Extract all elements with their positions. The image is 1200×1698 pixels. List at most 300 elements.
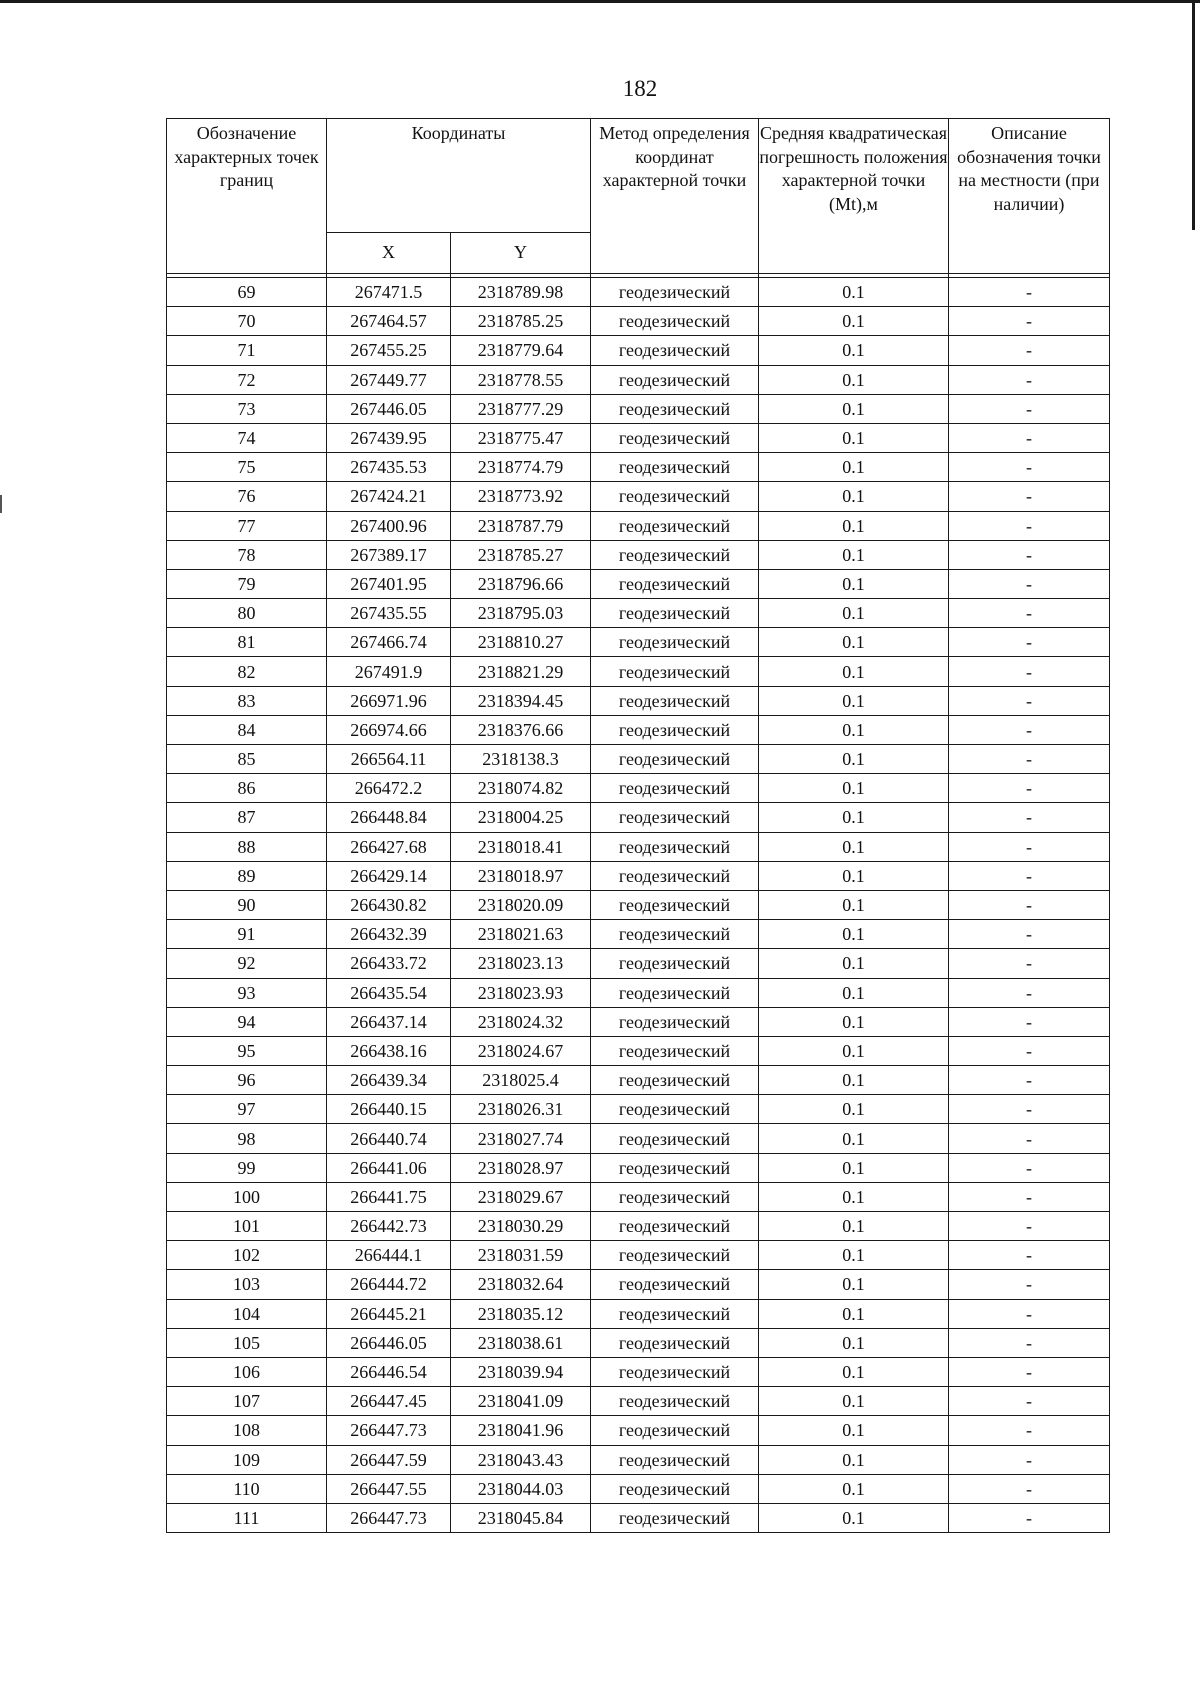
cell-method: геодезический xyxy=(591,1095,759,1124)
cell-description: - xyxy=(949,1212,1110,1241)
cell-method: геодезический xyxy=(591,978,759,1007)
table-row xyxy=(167,540,1110,569)
table-row xyxy=(167,1036,1110,1065)
cell-method: геодезический xyxy=(591,1270,759,1299)
cell-description: - xyxy=(949,1182,1110,1211)
cell-y: 2318074.82 xyxy=(451,774,591,803)
cell-description: - xyxy=(949,920,1110,949)
cell-method: геодезический xyxy=(591,949,759,978)
cell-method: геодезический xyxy=(591,1212,759,1241)
cell-point: 72 xyxy=(167,365,327,394)
table-row xyxy=(167,1357,1110,1386)
cell-x: 267401.95 xyxy=(327,569,451,598)
cell-error: 0.1 xyxy=(759,1095,949,1124)
cell-point: 80 xyxy=(167,599,327,628)
cell-y: 2318024.67 xyxy=(451,1036,591,1065)
cell-y: 2318785.27 xyxy=(451,540,591,569)
cell-error: 0.1 xyxy=(759,657,949,686)
cell-description: - xyxy=(949,1328,1110,1357)
cell-method: геодезический xyxy=(591,715,759,744)
cell-error: 0.1 xyxy=(759,628,949,657)
header-description: Описание обозначения точки на местности (при наличии) xyxy=(949,119,1110,274)
cell-description: - xyxy=(949,1445,1110,1474)
cell-x: 267435.53 xyxy=(327,453,451,482)
cell-method: геодезический xyxy=(591,1387,759,1416)
cell-point: 108 xyxy=(167,1416,327,1445)
cell-description: - xyxy=(949,599,1110,628)
cell-y: 2318045.84 xyxy=(451,1503,591,1532)
cell-point: 88 xyxy=(167,832,327,861)
cell-method: геодезический xyxy=(591,394,759,423)
cell-point: 84 xyxy=(167,715,327,744)
cell-error: 0.1 xyxy=(759,365,949,394)
table-row xyxy=(167,1182,1110,1211)
table-row xyxy=(167,365,1110,394)
cell-y: 2318023.13 xyxy=(451,949,591,978)
cell-description: - xyxy=(949,278,1110,307)
table-row xyxy=(167,1445,1110,1474)
cell-description: - xyxy=(949,423,1110,452)
table-row xyxy=(167,1095,1110,1124)
cell-method: геодезический xyxy=(591,1445,759,1474)
table-row xyxy=(167,453,1110,482)
cell-method: геодезический xyxy=(591,745,759,774)
cell-x: 267464.57 xyxy=(327,307,451,336)
scan-edge-top xyxy=(0,0,1200,3)
cell-point: 76 xyxy=(167,482,327,511)
cell-description: - xyxy=(949,569,1110,598)
cell-y: 2318032.64 xyxy=(451,1270,591,1299)
cell-y: 2318030.29 xyxy=(451,1212,591,1241)
table-row xyxy=(167,1153,1110,1182)
cell-y: 2318031.59 xyxy=(451,1241,591,1270)
table-row xyxy=(167,1299,1110,1328)
cell-description: - xyxy=(949,745,1110,774)
scan-edge-mark xyxy=(0,495,2,513)
cell-description: - xyxy=(949,1124,1110,1153)
table-row xyxy=(167,511,1110,540)
cell-description: - xyxy=(949,832,1110,861)
cell-y: 2318027.74 xyxy=(451,1124,591,1153)
cell-x: 266447.55 xyxy=(327,1474,451,1503)
cell-description: - xyxy=(949,628,1110,657)
cell-point: 102 xyxy=(167,1241,327,1270)
cell-x: 267435.55 xyxy=(327,599,451,628)
table-row xyxy=(167,1474,1110,1503)
cell-method: геодезический xyxy=(591,307,759,336)
cell-y: 2318775.47 xyxy=(451,423,591,452)
cell-method: геодезический xyxy=(591,453,759,482)
cell-point: 94 xyxy=(167,1007,327,1036)
cell-x: 267491.9 xyxy=(327,657,451,686)
cell-y: 2318785.25 xyxy=(451,307,591,336)
cell-y: 2318821.29 xyxy=(451,657,591,686)
cell-y: 2318795.03 xyxy=(451,599,591,628)
table-row xyxy=(167,774,1110,803)
cell-x: 267471.5 xyxy=(327,278,451,307)
cell-point: 104 xyxy=(167,1299,327,1328)
cell-method: геодезический xyxy=(591,1153,759,1182)
cell-x: 266440.15 xyxy=(327,1095,451,1124)
cell-description: - xyxy=(949,1007,1110,1036)
table-row xyxy=(167,803,1110,832)
cell-x: 267446.05 xyxy=(327,394,451,423)
table-row xyxy=(167,920,1110,949)
cell-y: 2318029.67 xyxy=(451,1182,591,1211)
cell-point: 97 xyxy=(167,1095,327,1124)
cell-x: 266448.84 xyxy=(327,803,451,832)
cell-y: 2318035.12 xyxy=(451,1299,591,1328)
cell-description: - xyxy=(949,336,1110,365)
table-row xyxy=(167,336,1110,365)
cell-description: - xyxy=(949,657,1110,686)
cell-error: 0.1 xyxy=(759,482,949,511)
cell-description: - xyxy=(949,1241,1110,1270)
cell-method: геодезический xyxy=(591,423,759,452)
cell-point: 92 xyxy=(167,949,327,978)
cell-description: - xyxy=(949,949,1110,978)
cell-description: - xyxy=(949,1416,1110,1445)
cell-description: - xyxy=(949,482,1110,511)
cell-y: 2318778.55 xyxy=(451,365,591,394)
table-row xyxy=(167,1124,1110,1153)
cell-method: геодезический xyxy=(591,278,759,307)
cell-point: 83 xyxy=(167,686,327,715)
table-row xyxy=(167,1328,1110,1357)
cell-y: 2318028.97 xyxy=(451,1153,591,1182)
cell-y: 2318025.4 xyxy=(451,1066,591,1095)
table-row xyxy=(167,1066,1110,1095)
cell-y: 2318789.98 xyxy=(451,278,591,307)
table-row xyxy=(167,1007,1110,1036)
cell-y: 2318773.92 xyxy=(451,482,591,511)
cell-error: 0.1 xyxy=(759,1212,949,1241)
cell-point: 99 xyxy=(167,1153,327,1182)
cell-method: геодезический xyxy=(591,511,759,540)
table-row xyxy=(167,686,1110,715)
cell-method: геодезический xyxy=(591,861,759,890)
cell-point: 89 xyxy=(167,861,327,890)
cell-x: 266440.74 xyxy=(327,1124,451,1153)
cell-error: 0.1 xyxy=(759,569,949,598)
cell-error: 0.1 xyxy=(759,1416,949,1445)
cell-method: геодезический xyxy=(591,628,759,657)
cell-x: 266429.14 xyxy=(327,861,451,890)
cell-error: 0.1 xyxy=(759,1328,949,1357)
table-row xyxy=(167,307,1110,336)
cell-method: геодезический xyxy=(591,1416,759,1445)
cell-y: 2318021.63 xyxy=(451,920,591,949)
cell-method: геодезический xyxy=(591,890,759,919)
cell-x: 267455.25 xyxy=(327,336,451,365)
cell-y: 2318018.41 xyxy=(451,832,591,861)
cell-error: 0.1 xyxy=(759,394,949,423)
cell-error: 0.1 xyxy=(759,1182,949,1211)
cell-y: 2318787.79 xyxy=(451,511,591,540)
cell-error: 0.1 xyxy=(759,861,949,890)
cell-x: 266435.54 xyxy=(327,978,451,1007)
cell-description: - xyxy=(949,1299,1110,1328)
cell-description: - xyxy=(949,1036,1110,1065)
cell-x: 266447.73 xyxy=(327,1416,451,1445)
cell-description: - xyxy=(949,1066,1110,1095)
cell-method: геодезический xyxy=(591,540,759,569)
table-row xyxy=(167,657,1110,686)
cell-method: геодезический xyxy=(591,336,759,365)
cell-description: - xyxy=(949,453,1110,482)
table-row xyxy=(167,745,1110,774)
table-row xyxy=(167,832,1110,861)
cell-y: 2318020.09 xyxy=(451,890,591,919)
table-row xyxy=(167,394,1110,423)
cell-description: - xyxy=(949,1095,1110,1124)
cell-description: - xyxy=(949,1153,1110,1182)
cell-error: 0.1 xyxy=(759,978,949,1007)
table-row xyxy=(167,890,1110,919)
cell-error: 0.1 xyxy=(759,1357,949,1386)
cell-description: - xyxy=(949,1474,1110,1503)
cell-x: 266432.39 xyxy=(327,920,451,949)
table-row xyxy=(167,1503,1110,1532)
cell-error: 0.1 xyxy=(759,803,949,832)
cell-point: 109 xyxy=(167,1445,327,1474)
cell-point: 79 xyxy=(167,569,327,598)
cell-point: 96 xyxy=(167,1066,327,1095)
header-x: X xyxy=(327,233,451,274)
cell-point: 91 xyxy=(167,920,327,949)
table-row xyxy=(167,599,1110,628)
cell-point: 105 xyxy=(167,1328,327,1357)
cell-x: 266427.68 xyxy=(327,832,451,861)
table-row xyxy=(167,861,1110,890)
header-coordinates: Координаты xyxy=(327,119,591,233)
cell-description: - xyxy=(949,774,1110,803)
cell-method: геодезический xyxy=(591,1241,759,1270)
cell-point: 98 xyxy=(167,1124,327,1153)
cell-method: геодезический xyxy=(591,657,759,686)
table-row xyxy=(167,1387,1110,1416)
cell-description: - xyxy=(949,1503,1110,1532)
cell-y: 2318004.25 xyxy=(451,803,591,832)
cell-y: 2318138.3 xyxy=(451,745,591,774)
cell-method: геодезический xyxy=(591,1124,759,1153)
cell-y: 2318777.29 xyxy=(451,394,591,423)
cell-x: 266441.06 xyxy=(327,1153,451,1182)
cell-error: 0.1 xyxy=(759,540,949,569)
cell-x: 266447.59 xyxy=(327,1445,451,1474)
cell-y: 2318779.64 xyxy=(451,336,591,365)
cell-point: 110 xyxy=(167,1474,327,1503)
cell-point: 106 xyxy=(167,1357,327,1386)
cell-method: геодезический xyxy=(591,1007,759,1036)
table-row xyxy=(167,569,1110,598)
cell-x: 267389.17 xyxy=(327,540,451,569)
cell-x: 266971.96 xyxy=(327,686,451,715)
cell-x: 267439.95 xyxy=(327,423,451,452)
cell-description: - xyxy=(949,890,1110,919)
cell-x: 266974.66 xyxy=(327,715,451,744)
page-number: 182 xyxy=(622,76,658,101)
cell-description: - xyxy=(949,540,1110,569)
cell-method: геодезический xyxy=(591,920,759,949)
cell-error: 0.1 xyxy=(759,1387,949,1416)
cell-y: 2318376.66 xyxy=(451,715,591,744)
cell-error: 0.1 xyxy=(759,1270,949,1299)
cell-point: 70 xyxy=(167,307,327,336)
cell-error: 0.1 xyxy=(759,1124,949,1153)
cell-error: 0.1 xyxy=(759,511,949,540)
cell-x: 266444.72 xyxy=(327,1270,451,1299)
cell-error: 0.1 xyxy=(759,715,949,744)
cell-error: 0.1 xyxy=(759,890,949,919)
cell-point: 103 xyxy=(167,1270,327,1299)
cell-error: 0.1 xyxy=(759,774,949,803)
cell-error: 0.1 xyxy=(759,1241,949,1270)
cell-x: 266441.75 xyxy=(327,1182,451,1211)
cell-description: - xyxy=(949,861,1110,890)
cell-error: 0.1 xyxy=(759,1474,949,1503)
cell-method: геодезический xyxy=(591,365,759,394)
cell-point: 77 xyxy=(167,511,327,540)
cell-point: 95 xyxy=(167,1036,327,1065)
cell-x: 266433.72 xyxy=(327,949,451,978)
cell-description: - xyxy=(949,365,1110,394)
cell-error: 0.1 xyxy=(759,336,949,365)
cell-y: 2318041.09 xyxy=(451,1387,591,1416)
cell-method: геодезический xyxy=(591,1036,759,1065)
cell-method: геодезический xyxy=(591,1182,759,1211)
cell-point: 82 xyxy=(167,657,327,686)
cell-point: 86 xyxy=(167,774,327,803)
cell-method: геодезический xyxy=(591,1357,759,1386)
cell-point: 111 xyxy=(167,1503,327,1532)
cell-error: 0.1 xyxy=(759,307,949,336)
cell-x: 267449.77 xyxy=(327,365,451,394)
cell-x: 266442.73 xyxy=(327,1212,451,1241)
cell-error: 0.1 xyxy=(759,453,949,482)
header-y: Y xyxy=(451,233,591,274)
cell-method: геодезический xyxy=(591,774,759,803)
table-row xyxy=(167,278,1110,307)
cell-method: геодезический xyxy=(591,832,759,861)
cell-x: 266564.11 xyxy=(327,745,451,774)
table-row xyxy=(167,978,1110,1007)
cell-x: 266438.16 xyxy=(327,1036,451,1065)
table-row xyxy=(167,1416,1110,1445)
cell-point: 69 xyxy=(167,278,327,307)
cell-x: 266444.1 xyxy=(327,1241,451,1270)
cell-y: 2318038.61 xyxy=(451,1328,591,1357)
cell-error: 0.1 xyxy=(759,1066,949,1095)
cell-description: - xyxy=(949,715,1110,744)
cell-x: 266447.45 xyxy=(327,1387,451,1416)
cell-y: 2318796.66 xyxy=(451,569,591,598)
cell-x: 266447.73 xyxy=(327,1503,451,1532)
table-row xyxy=(167,715,1110,744)
cell-point: 90 xyxy=(167,890,327,919)
cell-y: 2318024.32 xyxy=(451,1007,591,1036)
cell-method: геодезический xyxy=(591,1328,759,1357)
cell-y: 2318041.96 xyxy=(451,1416,591,1445)
cell-x: 266446.05 xyxy=(327,1328,451,1357)
cell-error: 0.1 xyxy=(759,1153,949,1182)
cell-y: 2318810.27 xyxy=(451,628,591,657)
cell-y: 2318026.31 xyxy=(451,1095,591,1124)
cell-x: 266472.2 xyxy=(327,774,451,803)
cell-point: 101 xyxy=(167,1212,327,1241)
cell-error: 0.1 xyxy=(759,1007,949,1036)
cell-y: 2318043.43 xyxy=(451,1445,591,1474)
cell-point: 78 xyxy=(167,540,327,569)
table-row xyxy=(167,482,1110,511)
table-row xyxy=(167,1212,1110,1241)
cell-error: 0.1 xyxy=(759,949,949,978)
cell-description: - xyxy=(949,978,1110,1007)
header-error: Средняя квадратическая погрешность положения характерной точки (Mt),м xyxy=(759,119,949,274)
cell-point: 71 xyxy=(167,336,327,365)
scan-edge-right xyxy=(1192,0,1195,230)
cell-method: геодезический xyxy=(591,1299,759,1328)
cell-x: 266446.54 xyxy=(327,1357,451,1386)
cell-x: 267424.21 xyxy=(327,482,451,511)
cell-description: - xyxy=(949,1357,1110,1386)
cell-description: - xyxy=(949,1270,1110,1299)
cell-method: геодезический xyxy=(591,482,759,511)
cell-point: 85 xyxy=(167,745,327,774)
cell-error: 0.1 xyxy=(759,599,949,628)
cell-description: - xyxy=(949,511,1110,540)
cell-error: 0.1 xyxy=(759,1299,949,1328)
cell-y: 2318774.79 xyxy=(451,453,591,482)
table-row xyxy=(167,949,1110,978)
cell-error: 0.1 xyxy=(759,745,949,774)
cell-description: - xyxy=(949,1387,1110,1416)
table-row xyxy=(167,628,1110,657)
cell-x: 266437.14 xyxy=(327,1007,451,1036)
boundary-points-table xyxy=(166,118,1110,1533)
cell-error: 0.1 xyxy=(759,423,949,452)
cell-point: 107 xyxy=(167,1387,327,1416)
cell-error: 0.1 xyxy=(759,278,949,307)
cell-x: 267400.96 xyxy=(327,511,451,540)
cell-description: - xyxy=(949,394,1110,423)
cell-x: 267466.74 xyxy=(327,628,451,657)
cell-point: 87 xyxy=(167,803,327,832)
table-row xyxy=(167,1270,1110,1299)
cell-y: 2318023.93 xyxy=(451,978,591,1007)
cell-error: 0.1 xyxy=(759,920,949,949)
cell-method: геодезический xyxy=(591,569,759,598)
cell-point: 74 xyxy=(167,423,327,452)
cell-error: 0.1 xyxy=(759,1503,949,1532)
cell-x: 266445.21 xyxy=(327,1299,451,1328)
cell-method: геодезический xyxy=(591,1066,759,1095)
cell-point: 73 xyxy=(167,394,327,423)
cell-method: геодезический xyxy=(591,686,759,715)
table-row xyxy=(167,423,1110,452)
header-method: Метод определения координат характерной точки xyxy=(591,119,759,274)
cell-y: 2318018.97 xyxy=(451,861,591,890)
cell-y: 2318044.03 xyxy=(451,1474,591,1503)
cell-x: 266430.82 xyxy=(327,890,451,919)
cell-description: - xyxy=(949,686,1110,715)
cell-error: 0.1 xyxy=(759,1445,949,1474)
cell-method: геодезический xyxy=(591,1474,759,1503)
cell-description: - xyxy=(949,307,1110,336)
cell-y: 2318039.94 xyxy=(451,1357,591,1386)
cell-method: геодезический xyxy=(591,1503,759,1532)
cell-point: 93 xyxy=(167,978,327,1007)
